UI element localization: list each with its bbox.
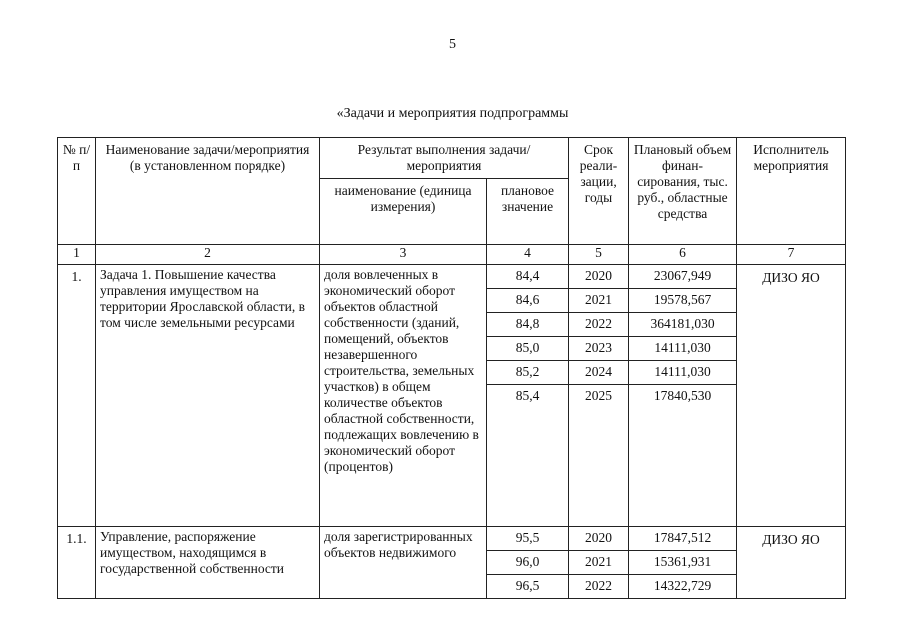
header-name: Наименование задачи/мероприятия (в установленном порядке) [96,138,320,245]
finance-value: 15361,931 [629,551,736,575]
column-number: 3 [320,245,487,265]
year: 2024 [569,361,628,385]
table-row [58,527,846,599]
row-number: 1.1. [58,527,96,599]
year: 2021 [569,289,628,313]
column-number: 1 [58,245,96,265]
year: 2020 [569,527,628,551]
planned-value: 96,5 [515,578,540,593]
planned-value: 84,4 [487,265,568,289]
finance-value: 23067,949 [629,265,736,289]
planned-value: 85,2 [487,361,568,385]
column-number-row [58,245,846,265]
planned-value: 95,5 [487,527,568,551]
indicator-name: доля зарегистрированных объектов недвижимого [320,527,487,599]
task-name: Управление, распоряжение имуществом, находящимся в государственной собственности [96,527,320,599]
header-executor: Исполнитель мероприятия [737,138,846,245]
planned-value: 96,0 [487,551,568,575]
finance-values [629,265,737,527]
planned-value: 84,6 [487,289,568,313]
header-no: № п/п [58,138,96,245]
year: 2022 [585,578,613,593]
column-number: 5 [569,245,629,265]
year: 2022 [569,313,628,337]
year: 2025 [585,388,613,403]
executor: ДИЗО ЯО [737,265,846,527]
planned-value: 85,4 [515,388,540,403]
year: 2023 [569,337,628,361]
header-finance: Плановый объем финан-сирования, тыс. руб., областные средства [629,138,737,245]
finance-value: 17840,530 [653,388,712,403]
header-row-1 [58,138,846,179]
planned-values [487,527,569,599]
finance-value: 14111,030 [629,361,736,385]
subprogram-tasks-table [57,137,846,599]
column-number: 6 [629,245,737,265]
years [569,265,629,527]
planned-value: 85,0 [487,337,568,361]
years [569,527,629,599]
finance-value: 364181,030 [629,313,736,337]
year: 2021 [569,551,628,575]
finance-value: 17847,512 [629,527,736,551]
header-result-value: плановое значение [487,179,569,245]
planned-value: 84,8 [487,313,568,337]
table-row [58,265,846,527]
finance-value: 19578,567 [629,289,736,313]
header-result-group: Результат выполнения задачи/мероприятия [320,138,569,179]
table-caption: «Задачи и мероприятия подпрограммы [336,106,569,121]
header-term: Срок реали-зации, годы [569,138,629,245]
task-name: Задача 1. Повышение качества управления имуществом на территории Ярославской области, в том числе земельными ресурсами [96,265,320,527]
column-number: 7 [737,245,846,265]
finance-value: 14111,030 [629,337,736,361]
indicator-name: доля вовлеченных в экономический оборот объектов областной собственности (зданий, помещений, объектов незавершенного строительства, земельных участков) в общем количестве объектов областной собственности, подлежащих вовлечению в экономический оборот (процентов) [320,265,487,527]
planned-values [487,265,569,527]
column-number: 2 [96,245,320,265]
finance-values [629,527,737,599]
year: 2020 [569,265,628,289]
page-number: 5 [449,37,456,52]
finance-value: 14322,729 [653,578,712,593]
column-number: 4 [487,245,569,265]
header-result-name: наименование (единица измерения) [320,179,487,245]
row-number: 1. [58,265,96,527]
executor: ДИЗО ЯО [737,527,846,599]
